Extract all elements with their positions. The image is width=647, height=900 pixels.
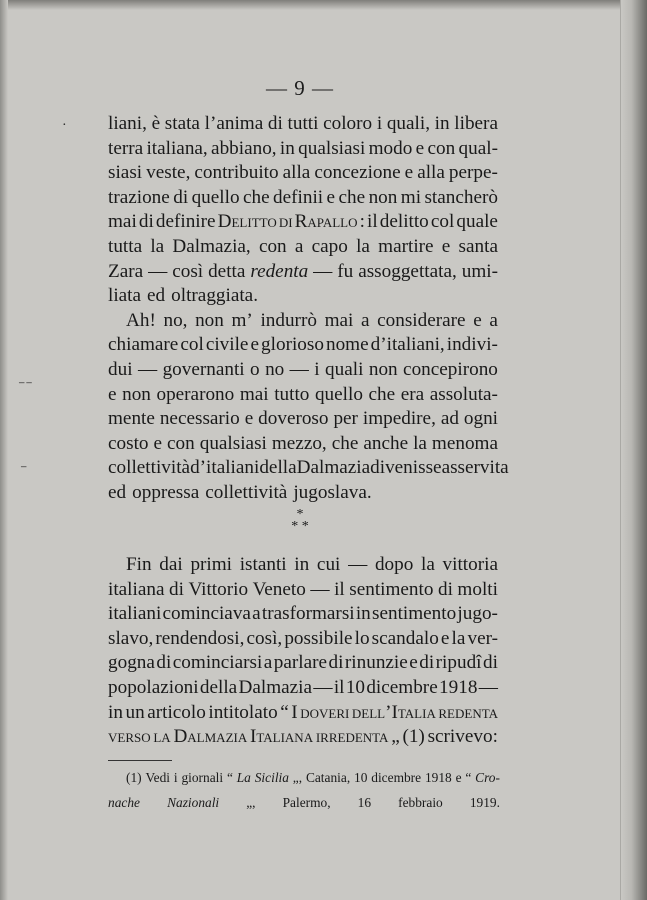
word: Zara: [108, 260, 144, 282]
text-line: [108, 602, 498, 627]
margin-tick-mark: ⁻: [20, 463, 28, 478]
word: liata: [108, 285, 142, 307]
word: operarono: [156, 383, 235, 405]
word: possibile: [284, 627, 353, 649]
word: d’: [190, 457, 207, 479]
text-line: [108, 651, 498, 676]
word: così,: [246, 627, 283, 649]
word: scandalo: [371, 627, 439, 649]
word: verso: [108, 726, 151, 748]
text-line: [108, 235, 498, 260]
word: divenisse: [370, 457, 442, 479]
word: assoggettata,: [358, 260, 457, 282]
word: con: [167, 432, 195, 454]
word: a: [489, 309, 498, 331]
footnote-rule: [108, 760, 172, 761]
word: definire: [155, 211, 216, 233]
word: la: [451, 627, 466, 649]
text-line: [108, 383, 498, 408]
text-line: [108, 260, 498, 285]
word: mai: [108, 211, 137, 233]
paragraph-3: [108, 553, 498, 750]
word: 10: [354, 770, 368, 785]
word: mai: [324, 309, 354, 331]
word: e: [250, 334, 260, 356]
word: veste,: [146, 162, 191, 184]
page-right-edge: [620, 0, 647, 900]
word: è: [151, 113, 161, 134]
word: e: [108, 383, 117, 405]
word: sentimento: [349, 578, 434, 600]
word: cominciarsi: [172, 652, 263, 674]
word: “: [226, 770, 233, 785]
word: in: [355, 603, 371, 625]
word: di: [173, 186, 189, 208]
text-line: [108, 578, 498, 603]
word: la: [153, 726, 171, 748]
text-line: [108, 284, 498, 309]
section-break-asterisks: [0, 509, 600, 533]
word: oppressa: [132, 481, 200, 503]
word: 16: [357, 794, 372, 810]
word: tutti: [287, 113, 319, 134]
word: primi: [190, 554, 233, 575]
word: l’anima: [204, 113, 264, 134]
word: collettività: [205, 481, 288, 503]
word: in: [108, 701, 123, 723]
word: libera: [454, 113, 498, 134]
text-line: [108, 112, 498, 137]
word: quello: [191, 186, 240, 208]
word: che: [368, 383, 396, 405]
footnote: [108, 768, 500, 817]
word: —: [313, 676, 333, 698]
text-line: [108, 161, 498, 186]
word: italiani: [206, 457, 260, 479]
word: nache: [108, 794, 140, 810]
word: e: [440, 627, 450, 649]
word: Dalmazia: [238, 676, 313, 698]
word: dai: [159, 554, 183, 575]
text-line: [108, 333, 498, 358]
word: trasformarsi: [261, 603, 355, 625]
paragraph-2: [108, 309, 509, 506]
text-line: [108, 701, 498, 726]
word: di: [138, 211, 154, 233]
text-line: [108, 676, 498, 701]
word: la: [150, 235, 165, 257]
word: di: [168, 578, 184, 600]
word: stancherò: [424, 186, 498, 208]
word: —: [478, 676, 498, 698]
word: redenta: [250, 260, 309, 282]
word: abbiano,: [211, 137, 277, 159]
asterisk-top: *: [296, 507, 304, 522]
word: —: [137, 358, 158, 380]
word: giornali: [181, 770, 224, 785]
word: mi: [400, 186, 422, 208]
word: un: [125, 701, 145, 723]
word: civile: [205, 334, 249, 356]
body-text-top: [108, 112, 509, 506]
word: (1): [402, 726, 425, 748]
word: santa: [458, 235, 498, 257]
word: La: [236, 770, 251, 785]
word: menoma: [431, 432, 498, 454]
word: impedire,: [362, 408, 436, 430]
word: slavo,: [108, 627, 154, 649]
word: —: [289, 358, 309, 380]
word: —: [313, 260, 333, 282]
word: alla: [417, 162, 445, 184]
word: ver-: [467, 627, 498, 649]
word: concepirono: [403, 358, 498, 380]
word: Italiana: [249, 726, 314, 748]
word: per: [333, 408, 358, 430]
word: ripudî: [435, 652, 482, 674]
word: asservita: [441, 457, 509, 479]
word: collettività: [108, 457, 191, 479]
word: doveroso: [258, 408, 329, 430]
word: Sicilia: [254, 770, 289, 785]
word: di: [437, 578, 453, 600]
word: e: [415, 137, 425, 159]
word: costo: [108, 432, 149, 454]
word: siasi: [108, 162, 143, 184]
word: terra: [108, 137, 144, 159]
word: „,: [292, 770, 303, 785]
margin-dot: ·: [62, 118, 67, 133]
word: della: [259, 457, 297, 479]
word: chiamare: [108, 334, 179, 356]
word: la: [356, 235, 370, 257]
text-line: [108, 137, 498, 162]
word: Cro-: [475, 770, 500, 785]
word: tutto: [274, 383, 310, 405]
word: jugoslava.: [293, 481, 372, 503]
word: no,: [163, 309, 188, 331]
word: oltraggiata.: [171, 285, 258, 307]
word: col: [180, 334, 204, 356]
word: Dalmazia,: [172, 235, 251, 257]
word: col: [430, 211, 455, 233]
word: 10: [345, 676, 366, 698]
word: e: [473, 309, 482, 331]
word: “: [465, 770, 472, 785]
word: istanti: [239, 554, 287, 575]
word: jugo-: [457, 603, 498, 625]
text-line: [108, 456, 509, 481]
text-line: [108, 481, 498, 506]
page-top-edge: [0, 0, 647, 10]
text-line: [108, 210, 498, 235]
word: Dalmazia: [296, 457, 371, 479]
word: italiana: [108, 578, 165, 600]
word: Catania,: [305, 770, 351, 785]
word: ed: [147, 285, 166, 307]
word: a: [294, 235, 304, 257]
word: trazione: [108, 186, 170, 208]
word: a: [252, 603, 261, 625]
word: (1): [126, 770, 142, 785]
word: non: [368, 358, 398, 380]
word: I: [291, 701, 298, 723]
word: indivi-: [446, 334, 498, 356]
word: di: [278, 211, 293, 233]
word: „,: [246, 794, 256, 810]
paragraph-1: [108, 112, 498, 309]
word: in: [434, 113, 450, 134]
word: “: [280, 701, 289, 723]
word: di: [156, 652, 172, 674]
word: considerare: [377, 309, 466, 331]
word: dicembre: [366, 676, 438, 698]
word: a: [360, 309, 370, 331]
word: scrivevo:: [427, 726, 498, 748]
text-line: [108, 553, 498, 578]
word: in: [294, 554, 310, 575]
word: molti: [457, 578, 498, 600]
body-text-bottom: [108, 553, 498, 750]
word: assoluta-: [429, 383, 498, 405]
word: che: [331, 432, 359, 454]
word: no: [265, 358, 285, 380]
word: alla: [282, 162, 311, 184]
word: Delitto: [217, 211, 277, 233]
word: qual-: [458, 137, 498, 159]
word: Vittorio: [188, 578, 249, 600]
word: dui: [108, 358, 133, 380]
word: Rapallo: [294, 211, 358, 233]
word: concezione: [314, 162, 401, 184]
word: gogna: [108, 652, 155, 674]
text-line: [108, 186, 498, 211]
text-line: [108, 358, 498, 383]
word: cui: [316, 554, 341, 575]
word: „: [391, 726, 400, 748]
margin-tick-mark: ⁻⁻: [18, 379, 33, 394]
text-line: [108, 768, 500, 793]
word: qualsiasi: [298, 137, 366, 159]
word: tutta: [108, 235, 143, 257]
word: d’italiani,: [370, 334, 445, 356]
word: la: [421, 554, 435, 575]
word: Fin: [126, 554, 152, 575]
text-line: [108, 725, 498, 750]
word: liani,: [108, 113, 147, 134]
word: non: [368, 186, 398, 208]
word: quali,: [386, 113, 430, 134]
word: Ah!: [126, 309, 156, 331]
word: che: [338, 186, 366, 208]
word: i: [314, 358, 320, 380]
word: umi-: [461, 260, 498, 282]
word: e: [326, 186, 336, 208]
word: contribuito: [194, 162, 279, 184]
word: Dalmazia: [173, 726, 248, 748]
word: febbraio: [398, 794, 443, 810]
asterisk-bottom: * *: [291, 519, 309, 534]
word: non: [195, 309, 224, 331]
word: con: [427, 137, 456, 159]
word: delitto: [379, 211, 429, 233]
word: glorioso: [261, 334, 324, 356]
word: 1919.: [469, 794, 500, 810]
word: dell’Italia: [351, 701, 436, 723]
word: Nazionali: [167, 794, 220, 810]
word: mezzo,: [271, 432, 327, 454]
word: martire: [378, 235, 434, 257]
word: necessario: [159, 408, 240, 430]
word: popolazioni: [108, 676, 199, 698]
word: e: [441, 235, 451, 257]
word: ed: [108, 481, 127, 503]
word: anche: [363, 432, 409, 454]
word: modo: [368, 137, 413, 159]
word: indurrò: [260, 309, 317, 331]
word: cominciava: [162, 603, 251, 625]
word: coloro: [323, 113, 373, 134]
text-line: [108, 309, 498, 334]
word: m’: [231, 309, 253, 331]
word: —: [148, 260, 168, 282]
word: rinunzie: [344, 652, 408, 674]
word: italiana,: [146, 137, 208, 159]
word: i: [173, 770, 178, 785]
word: di: [482, 652, 498, 674]
word: con: [258, 235, 287, 257]
text-line: [108, 627, 498, 652]
word: non: [122, 383, 151, 405]
word: in: [279, 137, 295, 159]
word: stata: [164, 113, 200, 134]
word: la: [413, 432, 427, 454]
word: rendendosi,: [155, 627, 245, 649]
word: che: [242, 186, 270, 208]
word: italiani: [108, 603, 162, 625]
word: i: [376, 113, 383, 134]
word: a: [263, 652, 273, 674]
word: e: [455, 770, 462, 785]
text-line: [108, 407, 498, 432]
word: capo: [311, 235, 348, 257]
word: intitolato: [208, 701, 278, 723]
word: e: [153, 432, 163, 454]
word: Vedi: [145, 770, 171, 785]
text-line: [108, 432, 498, 457]
word: di: [328, 652, 344, 674]
word: perpe-: [448, 162, 498, 184]
word: governanti: [162, 358, 245, 380]
word: 1918: [424, 770, 452, 785]
word: della: [199, 676, 238, 698]
word: il: [333, 676, 345, 698]
word: irredenta: [315, 726, 389, 748]
word: redenta: [438, 701, 498, 723]
page-left-edge: [0, 0, 8, 900]
word: doveri: [300, 701, 350, 723]
word: Veneto: [252, 578, 306, 600]
word: lo: [354, 627, 370, 649]
text-line: [108, 793, 500, 818]
word: e: [404, 162, 414, 184]
word: o: [250, 358, 260, 380]
word: vittoria: [442, 554, 498, 575]
word: ad: [440, 408, 459, 430]
word: quali: [325, 358, 364, 380]
word: dopo: [374, 554, 414, 575]
word: di: [419, 652, 435, 674]
word: e: [244, 408, 254, 430]
word: Palermo,: [282, 794, 331, 810]
word: fu: [337, 260, 354, 282]
word: il: [367, 211, 378, 233]
page-number: — 9 —: [266, 76, 334, 100]
word: parlare: [273, 652, 328, 674]
word: :: [359, 211, 365, 233]
word: definii: [273, 186, 324, 208]
word: mai: [239, 383, 269, 405]
word: era: [400, 383, 425, 405]
word: il: [334, 578, 345, 600]
word: quello: [314, 383, 363, 405]
word: 1918: [439, 676, 478, 698]
word: nome: [325, 334, 369, 356]
word: mente: [108, 408, 155, 430]
word: —: [310, 578, 330, 600]
word: detta: [208, 260, 246, 282]
word: e: [409, 652, 418, 674]
word: ogni: [463, 408, 498, 430]
word: di: [267, 113, 283, 134]
word: qualsiasi: [199, 432, 267, 454]
word: —: [348, 554, 368, 575]
word: così: [172, 260, 204, 282]
word: sentimento: [372, 603, 457, 625]
word: dicembre: [371, 770, 422, 785]
word: articolo: [147, 701, 206, 723]
word: quale: [456, 211, 498, 233]
